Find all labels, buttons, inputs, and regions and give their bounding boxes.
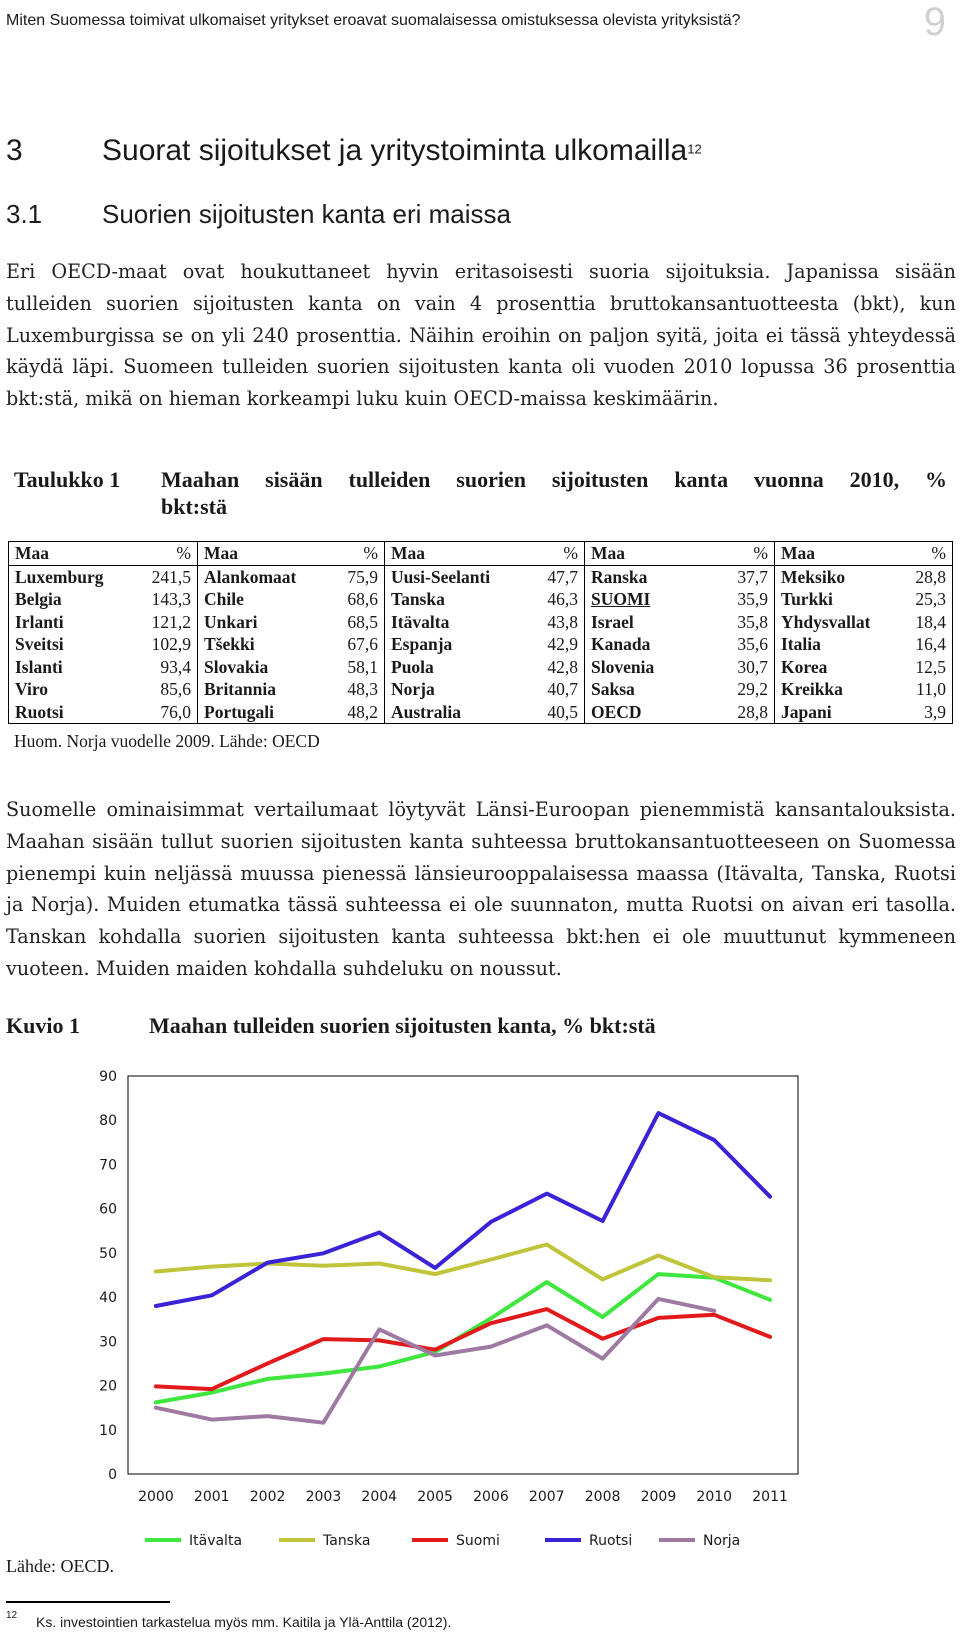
value-cell: 85,6 [131,678,198,701]
value-cell: 28,8 [903,565,953,588]
country-cell: Yhdysvallat [775,611,903,634]
value-cell: 75,9 [320,565,385,588]
country-cell: Viro [9,678,131,701]
country-cell: Japani [775,701,903,724]
country-cell: Espanja [385,633,520,656]
value-cell: 42,8 [520,656,585,679]
country-cell: Irlanti [9,611,131,634]
header-country: Maa [585,542,715,566]
country-cell: Itävalta [385,611,520,634]
series-lines [156,1113,770,1423]
figure-source: Lähde: OECD. [6,1556,114,1576]
country-cell: Slovenia [585,656,715,679]
footnote-text: Ks. investointien tarkastelua myös mm. Kaitila ja Ylä-Anttila (2012). [36,1614,452,1630]
country-cell: Sveitsi [9,633,131,656]
footnote-rule [6,1601,170,1603]
value-cell: 35,6 [715,633,775,656]
value-cell: 12,5 [903,656,953,679]
subsection-title: Suorien sijoitusten kanta eri maissa [102,199,511,229]
value-cell: 40,7 [520,678,585,701]
x-axis-ticks [138,1489,788,1505]
value-cell: 93,4 [131,656,198,679]
y-tick-label: 0 [108,1467,117,1483]
country-cell: Islanti [9,656,131,679]
legend-label: Norja [703,1533,741,1549]
table-title-line2: bkt:stä [161,494,228,519]
country-cell: Turkki [775,588,903,611]
y-tick-label: 40 [99,1290,117,1307]
header-country: Maa [385,542,520,566]
value-cell: 37,7 [715,565,775,588]
x-tick-label: 2005 [417,1489,453,1505]
legend-label: Ruotsi [589,1533,633,1549]
subsection-number: 3.1 [6,199,43,229]
country-cell: Luxemburg [9,565,131,588]
table-row [9,656,953,679]
x-tick-label: 2011 [752,1489,788,1505]
country-cell: Italia [775,633,903,656]
value-cell: 68,6 [320,588,385,611]
x-tick-label: 2008 [584,1489,621,1505]
x-tick-label: 2002 [249,1489,286,1505]
value-cell: 35,8 [715,611,775,634]
y-tick-label: 70 [99,1157,117,1174]
table-row [9,678,953,701]
value-cell: 47,7 [520,565,585,588]
value-cell: 3,9 [903,701,953,724]
country-cell: Ruotsi [9,701,131,724]
value-cell: 68,5 [320,611,385,634]
value-cell: 18,4 [903,611,953,634]
table-header-row [9,542,953,566]
header-percent: % [520,542,585,566]
x-tick-label: 2000 [138,1489,174,1505]
country-cell: Israel [585,611,715,634]
header-country: Maa [9,542,131,566]
page-number: 9 [923,0,946,44]
legend-label: Tanska [323,1533,371,1549]
value-cell: 16,4 [903,633,953,656]
table-label: Taulukko 1 [14,467,121,492]
value-cell: 28,8 [715,701,775,724]
header-percent: % [715,542,775,566]
country-cell: Unkari [198,611,320,634]
header-percent: % [320,542,385,566]
legend-label: Suomi [456,1533,500,1549]
country-cell: Saksa [585,678,715,701]
country-cell: Kreikka [775,678,903,701]
value-cell: 102,9 [131,633,198,656]
header-percent: % [131,542,198,566]
country-cell: Portugali [198,701,320,724]
table-title-line1: Maahan sisään tulleiden suorien sijoitusten kanta vuonna 2010, % [161,467,947,492]
value-cell: 43,8 [520,611,585,634]
country-cell: Kanada [585,633,715,656]
country-cell: Korea [775,656,903,679]
footnote-reference: 12 [687,141,702,157]
value-cell: 67,6 [320,633,385,656]
y-tick-label: 60 [99,1201,117,1218]
y-tick-label: 20 [99,1378,117,1395]
value-cell: 58,1 [320,656,385,679]
value-cell: 11,0 [903,678,953,701]
country-cell: OECD [585,701,715,724]
value-cell: 40,5 [520,701,585,724]
table-row [9,565,953,588]
country-cell: Chile [198,588,320,611]
table-row [9,588,953,611]
series-line-norja [156,1299,714,1423]
value-cell: 48,3 [320,678,385,701]
x-tick-label: 2006 [473,1489,509,1505]
paragraph-2-text: Suomelle ominaisimmat vertailumaat löytyvät Länsi-Euroopan pienemmistä kansantalouksista. Maahan sisään tullut suorien sijoitusten kanta suhteessa bruttokansantuotteeseen on Suomessa pienempi kuin neljässä muussa pienessä länsieurooppalaisessa maassa (Itävalta, Tanska, Ruotsi ja Norja). Muiden etumatka tässä suhteessa ei ole suunnaton, mutta Ruotsi on aivan eri tasolla. Tanskan kohdalla suorien sijoitusten kanta suhteessa bkt:hen ei ole muuttunut kymmeneen vuoteen. Muiden maiden kohdalla suhdeluku on noussut. [6,798,956,980]
table-row [9,633,953,656]
paragraph-1-text: Eri OECD-maat ovat houkuttaneet hyvin eritasoisesti suoria sijoituksia. Japanissa sisään tulleiden suorien sijoitusten kanta on vain 4 prosenttia bruttokansantuotteesta (bkt), kun Luxemburgissa se on yli 240 prosenttia. Näihin eroihin on paljon syitä, joita ei tässä yhteydessä käydä läpi. Suomeen tulleiden suorien sijoitusten kanta oli vuoden 2010 lopussa 36 prosenttia bkt:stä, mikä on hieman korkeampi luku kuin OECD-maissa keskimäärin. [6,260,956,411]
country-cell: Tšekki [198,633,320,656]
x-tick-label: 2010 [696,1489,733,1505]
fdi-line-chart [0,1050,960,1550]
country-cell: Uusi-Seelanti [385,565,520,588]
header-country: Maa [775,542,903,566]
paragraph-2 [6,794,956,985]
y-tick-label: 50 [99,1245,117,1262]
country-cell: Ranska [585,565,715,588]
value-cell: 46,3 [520,588,585,611]
footnote-number: 12 [6,1610,18,1621]
value-cell: 29,2 [715,678,775,701]
y-tick-label: 90 [99,1069,117,1085]
header-country: Maa [198,542,320,566]
value-cell: 241,5 [131,565,198,588]
fdi-table [8,541,953,724]
y-tick-label: 10 [99,1422,117,1439]
value-cell: 76,0 [131,701,198,724]
country-cell: Tanska [385,588,520,611]
y-tick-label: 80 [99,1113,117,1130]
value-cell: 42,9 [520,633,585,656]
country-cell: Slovakia [198,656,320,679]
x-tick-label: 2007 [528,1489,565,1505]
figure-label: Kuvio 1 [6,1013,80,1038]
section-number: 3 [6,134,23,167]
x-tick-label: 2001 [193,1489,230,1505]
figure-title: Maahan tulleiden suorien sijoitusten kanta, % bkt:stä [149,1013,656,1038]
value-cell: 35,9 [715,588,775,611]
paragraph-1 [6,256,956,415]
country-cell: Alankomaat [198,565,320,588]
country-cell: SUOMI [585,588,715,611]
table-row [9,701,953,724]
table-note: Huom. Norja vuodelle 2009. Lähde: OECD [14,731,320,751]
x-tick-label: 2009 [640,1489,677,1505]
country-cell: Belgia [9,588,131,611]
table-row [9,611,953,634]
chart-legend [145,1533,740,1549]
x-tick-label: 2003 [305,1489,342,1505]
value-cell: 143,3 [131,588,198,611]
value-cell: 121,2 [131,611,198,634]
y-tick-label: 30 [99,1334,117,1351]
y-axis-ticks [99,1069,117,1483]
country-cell: Australia [385,701,520,724]
header-percent: % [903,542,953,566]
section-heading [102,134,702,168]
section-title: Suorat sijoitukset ja yritystoiminta ulkomailla [102,134,688,167]
country-cell: Puola [385,656,520,679]
value-cell: 25,3 [903,588,953,611]
x-tick-label: 2004 [361,1489,398,1505]
country-cell: Norja [385,678,520,701]
country-cell: Meksiko [775,565,903,588]
country-cell: Britannia [198,678,320,701]
legend-label: Itävalta [189,1533,243,1549]
value-cell: 30,7 [715,656,775,679]
running-header: Miten Suomessa toimivat ulkomaiset yritykset eroavat suomalaisessa omistuksessa olevista yrityksistä? [6,12,741,29]
value-cell: 48,2 [320,701,385,724]
